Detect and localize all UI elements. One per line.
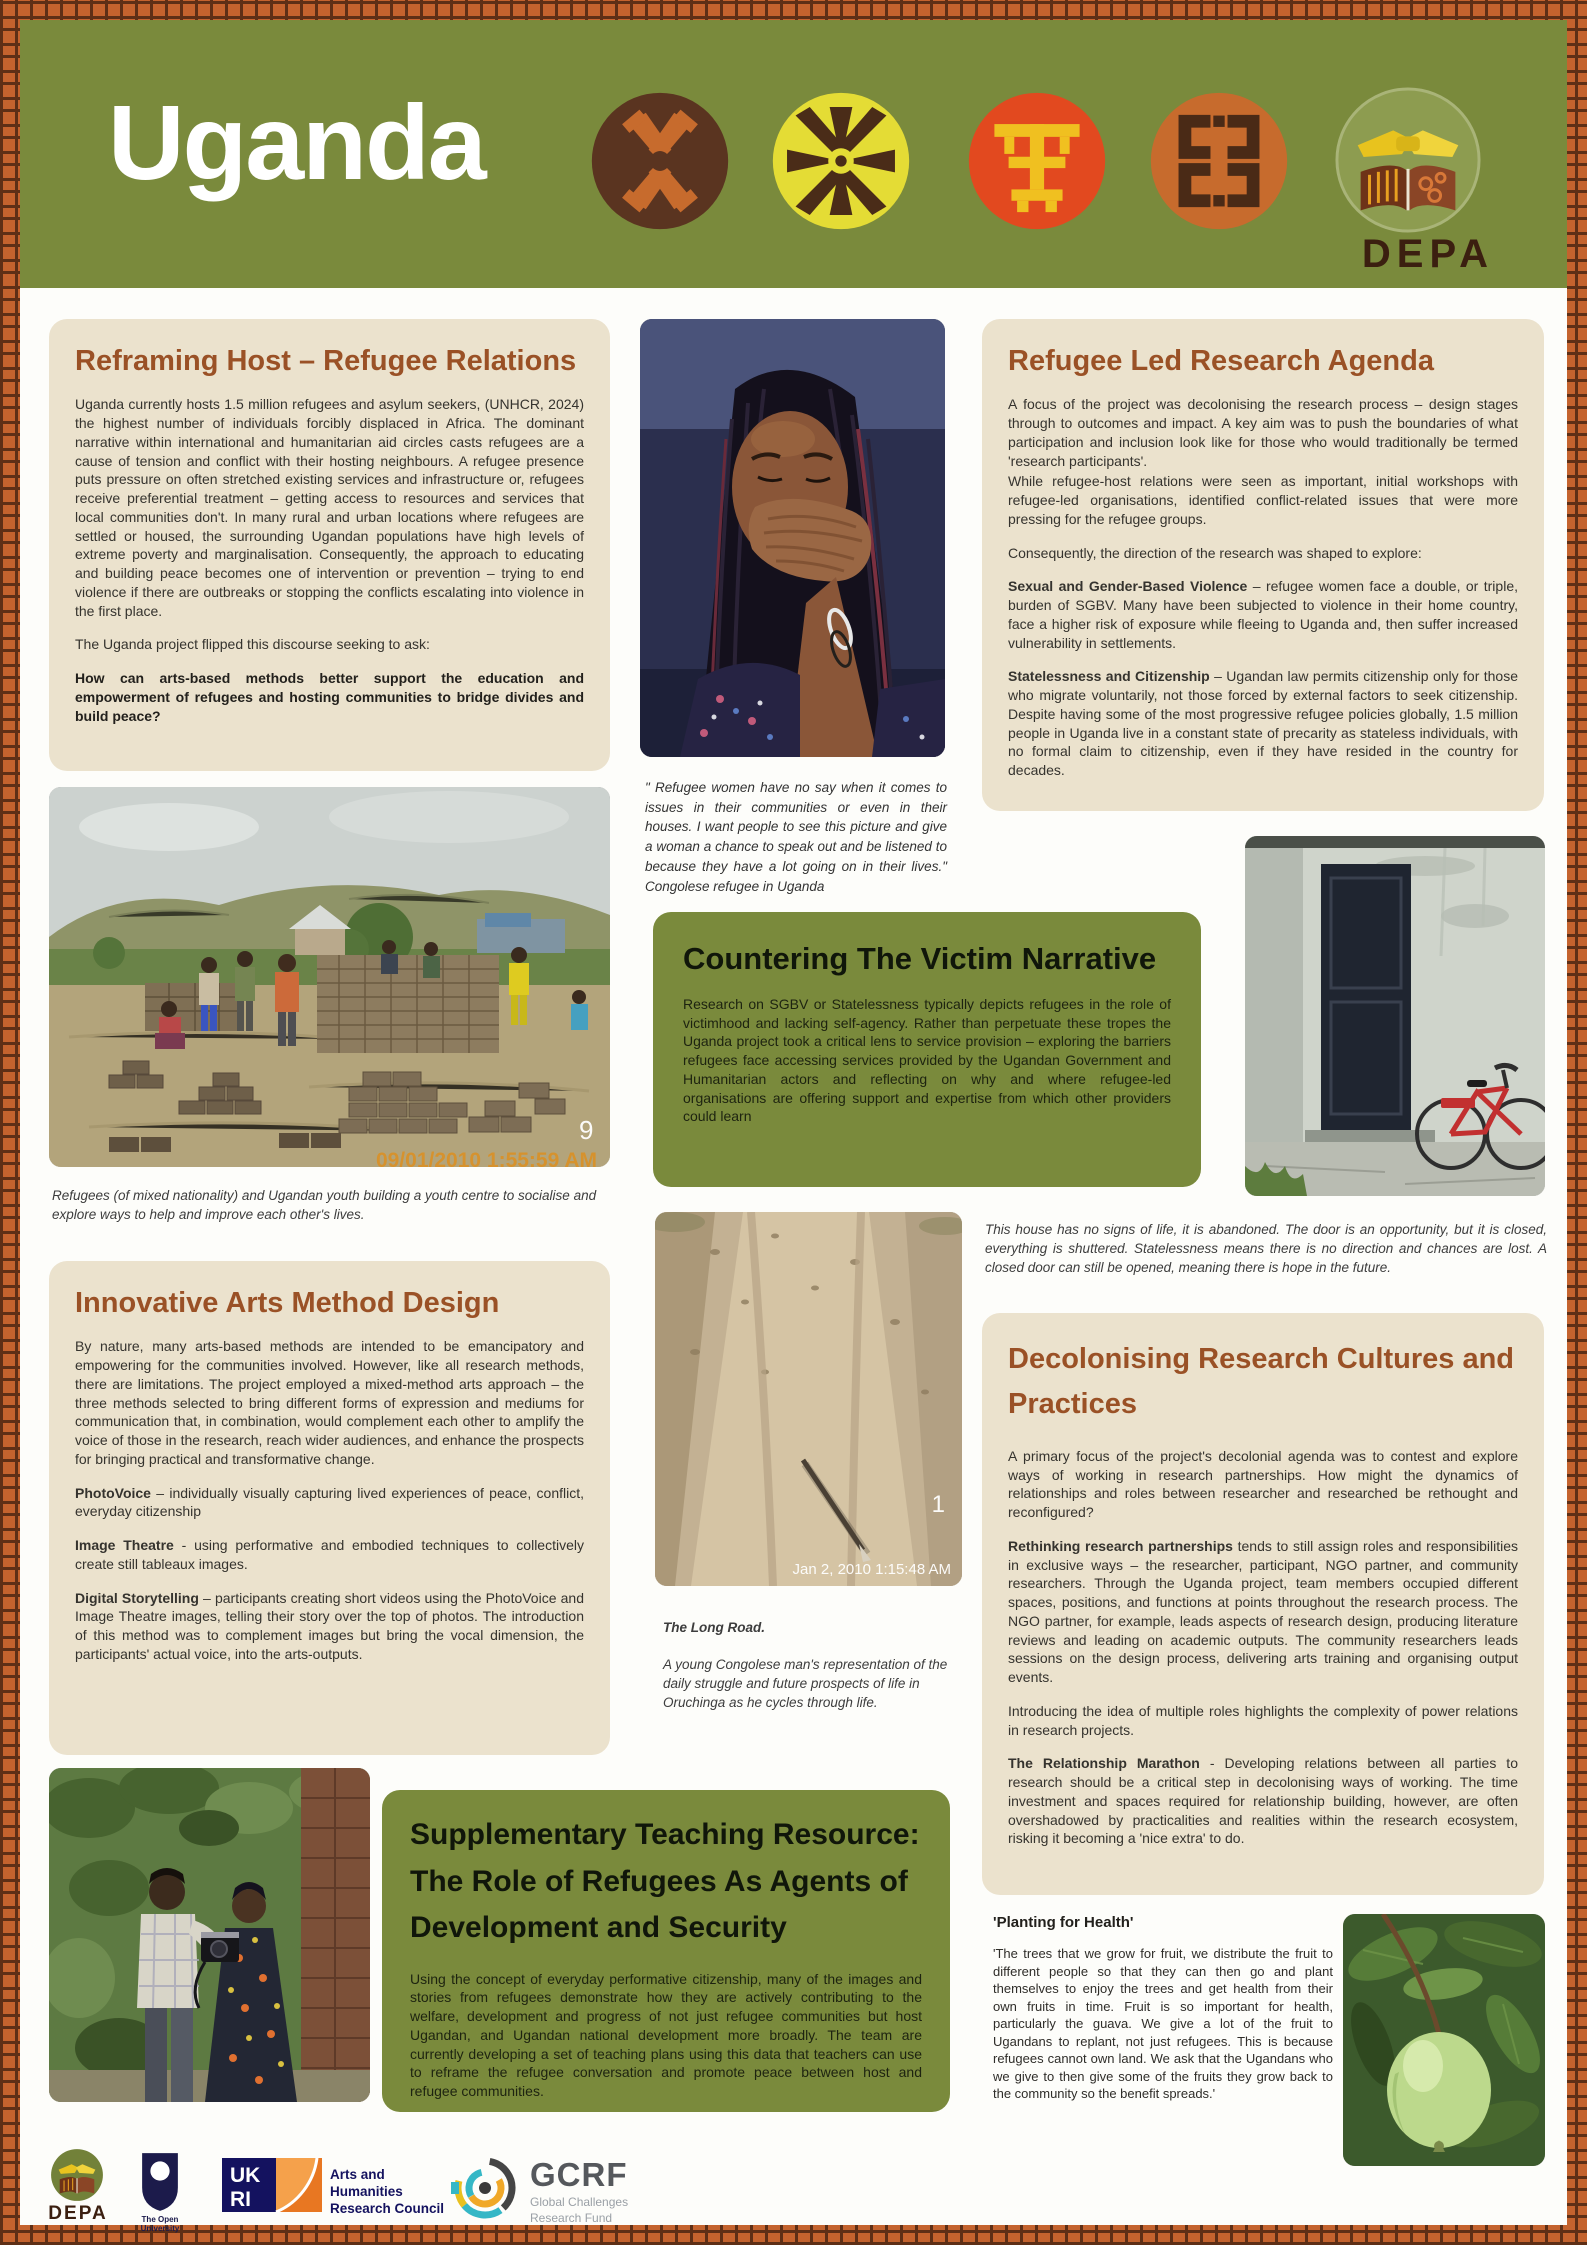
section-heading: Reframing Host – Refugee Relations: [75, 345, 577, 377]
method-photovoice: PhotoVoice: [75, 1484, 151, 1501]
road-watermark: 1: [931, 1491, 945, 1518]
term-relationship-marathon-text: - Developing relations between all parties to research should be a critical step in decolonising ways of working. The time investment and spaces required for relationship building, however, are often overshadowed by practicalities and realities within the research ecosystem, risking it becoming a 'nice extra' to do.: [1008, 1755, 1518, 1847]
method-image-theatre: Image Theatre: [75, 1537, 174, 1553]
term-rethinking-partnerships-text: tends to still assign roles and responsibilities in exclusive ways – the researcher, participant, NGO partner, and community researchers. Through the Uganda project, team members occupied different spaces, positions, and functions at points throughout the research process. The NGO partner, for example, leads aspects of research design, producing literature reviews and leading on academic outputs. The community researchers leads sessions on the design process, delivering arts training and organising output events.: [1008, 1537, 1518, 1686]
term-statelessness-text: – Ugandan law permits citizenship only for those who migrate voluntarily, not those forced by external factors to seek citizenship. Despite having some of the most progressive refugee policies globally, 1.5 million people in Uganda live in a constant state of precarity as stateless individuals, with no formal claim to citizenship, even if they have resided in the country for decades.: [1008, 668, 1518, 778]
gcrf-logo-icon: [449, 2152, 521, 2224]
body-paragraph: [1008, 1537, 1518, 1687]
section-heading: Supplementary Teaching Resource: The Role of Refugees As Agents of Development and Security: [410, 1818, 920, 1944]
ahrc-wordmark: [330, 2167, 444, 2218]
gcrf-line1: Global Challenges: [530, 2195, 629, 2209]
planting-for-health-block: [993, 1914, 1333, 2103]
term-rethinking-partnerships: Rethinking research partnerships: [1008, 1537, 1233, 1554]
planting-body: 'The trees that we grow for fruit, we distribute the fruit to different people so that they can then go and plant themselves to enjoy the trees and get health from their own fruits in time. Fruit is so important for health, particularly the guava. We give a lot of the fruit to Ugandans to replant, not just refugees. This is because refugees cannot own land. We ask that the Ugandans who we give to then give some of the fruits they grow back to the community so the benefit spreads.': [993, 1946, 1333, 2102]
term-sgbv-text: – refugee women face a double, or triple, burden of SGBV. Many have been subjected to violence in their home country, face a higher risk of exposure while fleeing to Uganda and, then suffer increased vulnerability in settlements.: [1008, 578, 1518, 651]
body-paragraph: While refugee-host relations were seen as important, initial workshops with refugee-led organisations, identified conflict-related issues that were more pressing for the refugee groups.: [1008, 473, 1518, 527]
road-timestamp: Jan 2, 2010 1:15:48 AM: [792, 1561, 951, 1578]
body-paragraph: The Uganda project flipped this discourse seeking to ask:: [75, 636, 430, 653]
gcrf-line2: Research Fund: [530, 2210, 613, 2225]
photo-brick-building: [49, 787, 610, 1167]
section-heading: Countering The Victim Narrative: [683, 941, 1157, 976]
body-paragraph: Research on SGBV or Statelessness typically depicts refugees in the role of victimhood and lacking self-agency. Rather than perpetuate these tropes the Uganda project took a critical lens to service provision – exploring the barriers refugees face accessing services provided by the Ugandan Government and Humanitarian actors and reflecting on why and where refugee-led organisations are offering support and expertise from which other providers could learn: [683, 995, 1171, 1125]
panel-decolonising-research-cultures: [982, 1313, 1544, 1895]
caption-road: [663, 1618, 963, 1713]
body-paragraph: [1008, 667, 1518, 780]
depa-footer-wordmark: DEPA: [48, 2203, 108, 2224]
panel-reframing-host-refugee-relations: [49, 319, 610, 771]
open-university-wordmark: [124, 2215, 196, 2233]
body-paragraph: [1008, 577, 1518, 652]
ou-line1: The Open: [141, 2215, 179, 2224]
bricks-timestamp: 09/01/2010 1:55:59 AM: [375, 1149, 597, 1167]
photo-woman-covering-mouth: [640, 319, 945, 757]
body-paragraph: A focus of the project was decolonising the research process – design stages through to outcomes and impact. A key aim was to push the boundaries of what participation and inclusion look like for those who would traditionally be termed 'research participants'.: [1008, 396, 1518, 469]
body-paragraph: By nature, many arts-based methods are intended to be emancipatory and empowering for the communities involved. However, like all research methods, there are limitations. The project employed a mixed-method arts approach – the three methods selected to bring different forms of expression and mediums for communication that, in combination, would complement each other to amplify the voice of those in the research, reach wider audiences, and enhance the prospects for bringing practical and transformative change.: [75, 1338, 584, 1467]
planting-heading: 'Planting for Health': [993, 1914, 1134, 1931]
adinkra-cross-icon: [589, 90, 731, 232]
gcrf-wordmark: [530, 2158, 628, 2226]
header-band: [20, 20, 1567, 288]
body-paragraph: Uganda currently hosts 1.5 million refugees and asylum seekers, (UNHCR, 2024) the highest number of individuals forcibly displaced in Africa. The dominant narrative within international and humanitarian aid circles casts refugees are a cause of tension and conflict with their hosting neighbours. A refugee presence puts pressure on often stretched existing services and infrastructure or, refugees receive preferential treatment – getting access to resources and services that local communities don't. In many rural and urban locations where refugees are settled or housed, the surrounding Ugandan populations have high levels of extreme poverty and marginalisation. Consequently, the approach to educating and building peace becomes one of intervention or prevention – trying to end violence if there are outbreaks or stopping the conflicts escalating into violence in the first place.: [75, 396, 584, 619]
caption-house: This house has no signs of life, it is abandoned. The door is an opportunity, but it is closed, everything is shuttered. Statelessness means there is no direction and chances are lost. A closed door can still be opened, meaning there is hope in the future.: [985, 1222, 1547, 1276]
caption-bricks: Refugees (of mixed nationality) and Ugandan youth building a youth centre to socialise and explore ways to help and improve each other's lives.: [52, 1188, 597, 1223]
section-heading: Innovative Arts Method Design: [75, 1287, 500, 1319]
section-heading: Refugee Led Research Agenda: [1008, 345, 1434, 377]
photo-guava: [1343, 1914, 1545, 2166]
adinkra-wheel-icon: [770, 90, 912, 232]
photo-dirt-road: [655, 1212, 962, 1586]
body-paragraph: [75, 1536, 584, 1574]
panel-innovative-arts-method-design: [49, 1261, 610, 1755]
ukri-ri-letters: RI: [230, 2188, 251, 2211]
photo-camera-training: [49, 1768, 370, 2102]
caption-portrait-quote: " Refugee women have no say when it comes to issues in their communities or even in their houses. I want people to see this picture and give a woman a chance to speak out and be listened to because they have a lot going on in their lives." Congolese refugee in Uganda: [645, 780, 947, 894]
caption-road-body: A young Congolese man's representation of the daily struggle and future prospects of life in Oruchinga as he cycles through life.: [663, 1657, 948, 1711]
depa-footer-logo: [50, 2148, 104, 2202]
depa-wordmark: DEPA: [1361, 232, 1495, 276]
body-paragraph: Consequently, the direction of the research was shaped to explore:: [1008, 544, 1422, 561]
depa-logo: [1334, 86, 1482, 234]
adinkra-shrine-icon: [966, 90, 1108, 232]
ou-line2: University: [140, 2224, 180, 2234]
body-paragraph: [1008, 1754, 1518, 1848]
ahrc-line1: Arts and: [330, 2167, 385, 2182]
section-heading: Decolonising Research Cultures and Practices: [1008, 1343, 1515, 1420]
photo-abandoned-door-bicycle: [1245, 836, 1545, 1196]
ahrc-line2: Humanities: [330, 2183, 403, 2199]
method-image-theatre-text: - using performative and embodied techniques to collectively create still tableaux images.: [75, 1537, 584, 1572]
caption-road-title: The Long Road.: [663, 1620, 765, 1635]
gcrf-subtitle: [530, 2195, 628, 2226]
panel-countering-victim-narrative: [653, 912, 1201, 1187]
ahrc-line3: Research Council: [330, 2200, 445, 2216]
ukri-logo: [222, 2158, 322, 2212]
gcrf-letters: GCRF: [530, 2156, 628, 2193]
page-title: Uganda: [108, 84, 485, 202]
panel-refugee-led-research-agenda: [982, 319, 1544, 811]
body-paragraph: Introducing the idea of multiple roles highlights the complexity of power relations in research projects.: [1008, 1702, 1518, 1738]
body-paragraph: A primary focus of the project's decolonial agenda was to contest and explore ways of working in research partnerships. How might the dynamics of relationships and roles between researcher and researched be rethought and reconfigured?: [1008, 1447, 1518, 1521]
term-statelessness: Statelessness and Citizenship: [1008, 668, 1210, 685]
body-paragraph: Using the concept of everyday performative citizenship, many of the images and stories from refugees demonstrate how they are actively contributing to the welfare, development and progress of not just refugee communities but host Ugandan, and Ugandan national development more broadly. The team are currently developing a set of teaching plans using this data that teachers can use to reframe the refugee conversation and promote peace between host and refugee communities.: [410, 1970, 922, 2099]
body-paragraph: [75, 1484, 584, 1522]
term-relationship-marathon: The Relationship Marathon: [1008, 1755, 1200, 1772]
method-photovoice-text: – individually visually capturing lived experiences of peace, conflict, everyday citizenship: [75, 1484, 584, 1520]
panel-supplementary-teaching-resource: [382, 1790, 950, 2112]
ukri-uk-letters: UK: [230, 2164, 261, 2187]
term-sgbv: Sexual and Gender-Based Violence: [1008, 578, 1248, 595]
open-university-logo: [138, 2150, 182, 2214]
method-digital-storytelling: Digital Storytelling: [75, 1589, 199, 1606]
bricks-watermark: 9: [579, 1115, 594, 1145]
body-paragraph: [75, 1589, 584, 1664]
method-digital-storytelling-text: – participants creating short videos using the PhotoVoice and Image Theatre images, telling their story over the top of photos. The introduction of this method was to complement images but bring the vocal dimension, the participants' actual voice, into the arts-outputs.: [75, 1589, 584, 1662]
research-question: How can arts-based methods better support the education and empowerment of refugees and hosting communities to bridge divides and build peace?: [75, 670, 584, 724]
adinkra-brackets-icon: [1148, 90, 1290, 232]
